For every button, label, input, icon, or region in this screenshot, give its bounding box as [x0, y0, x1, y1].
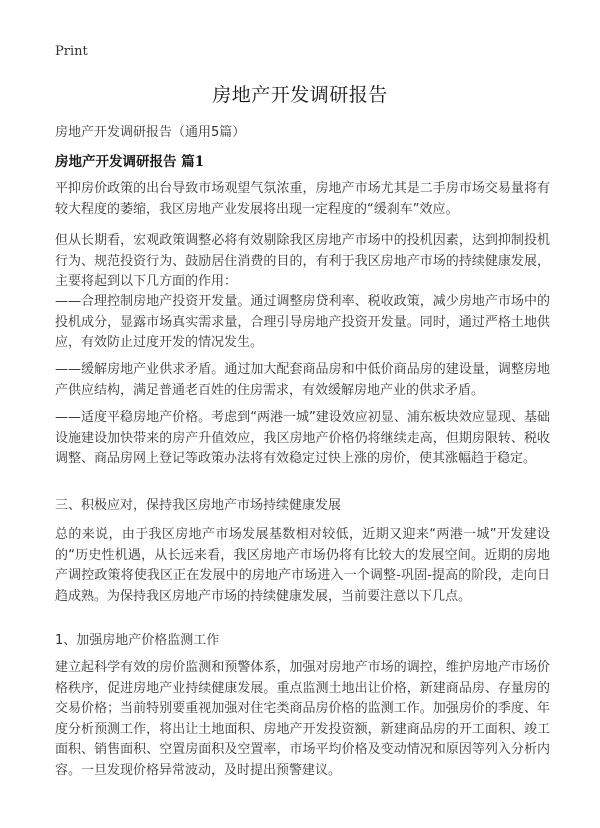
paragraph-4: ——缓解房地产业供求矛盾。通过加大配套商品房和中低价商品房的建设量，调整房地产供应结构，满足普通老百姓的住房需求，有效缓解房地产业的供求矛盾。 — [55, 362, 550, 398]
page-title: 房地产开发调研报告 — [212, 84, 388, 106]
subheading-three: 三、积极应对，保持我区房地产市场持续健康发展 — [55, 498, 342, 513]
print-link[interactable]: Print — [55, 44, 88, 59]
paragraph-1: 平抑房价政策的出台导致市场观望气氛浓重，房地产市场尤其是二手房市场交易量将有较大程度的萎缩，我区房地产业发展将出现一定程度的“缓刹车”效应。 — [55, 181, 550, 217]
paragraph-2: 但从长期看，宏观政策调整必将有效剔除我区房地产市场中的投机因素，达到抑制投机行为、规范投资行为、鼓励居住消费的目的，有利于我区房地产市场的持续健康发展，主要将起到以下几方面的作用： — [55, 233, 550, 289]
section-heading: 房地产开发调研报告 篇1 — [55, 154, 205, 170]
paragraph-5: ——适度平稳房地产价格。考虑到“两港一城”建设效应初显、浦东板块效应显现、基础设施建设加快带来的房产升值效应，我区房地产价格仍将继续走高，但期房限转、税收调整、商品房网上登记等政策办法将有效稳定过快上涨的房价，使其涨幅趋于稳定。 — [55, 410, 550, 466]
subheading-price-monitoring: 1、加强房地产价格监测工作 — [55, 633, 220, 648]
paragraph-7: 建立起科学有效的房价监测和预警体系，加强对房地产市场的调控，维护房地产市场价格秩序，促进房地产业持续健康发展。重点监测土地出让价格，新建商品房、存量房的交易价格；当前特别要重视加强对住宅类商品房价格的监测工作。加强房价的季度、年度分析预测工作，将出让土地面积、房地产开发投资额，新建商品房的开工面积、竣工面积、销售面积、空置房面积及空置率，市场平均价格及变动情况和原因等列入分析内容。一旦发现价格异常波动，及时提出预警建议。 — [55, 660, 550, 778]
paragraph-3: ——合理控制房地产投资开发量。通过调整房贷利率、税收政策，减少房地产市场中的投机成分，显露市场真实需求量，合理引导房地产投资开发量。同时，通过严格土地供应，有效防止过度开发的情况发生。 — [55, 294, 550, 350]
paragraph-6: 总的来说，由于我区房地产市场发展基数相对较低，近期又迎来“两港一城”开发建设的“历史性机遇，从长远来看，我区房地产市场仍将有比较大的发展空间。近期的房地产调控政策将使我区正在发展中的房地产市场进入一个调整-巩固-提高的阶段，走向日趋成熟。为保持我区房地产市场的持续健康发展，当前要注意以下几点。 — [55, 527, 550, 604]
document-subtitle: 房地产开发调研报告（通用5篇） — [55, 125, 246, 140]
